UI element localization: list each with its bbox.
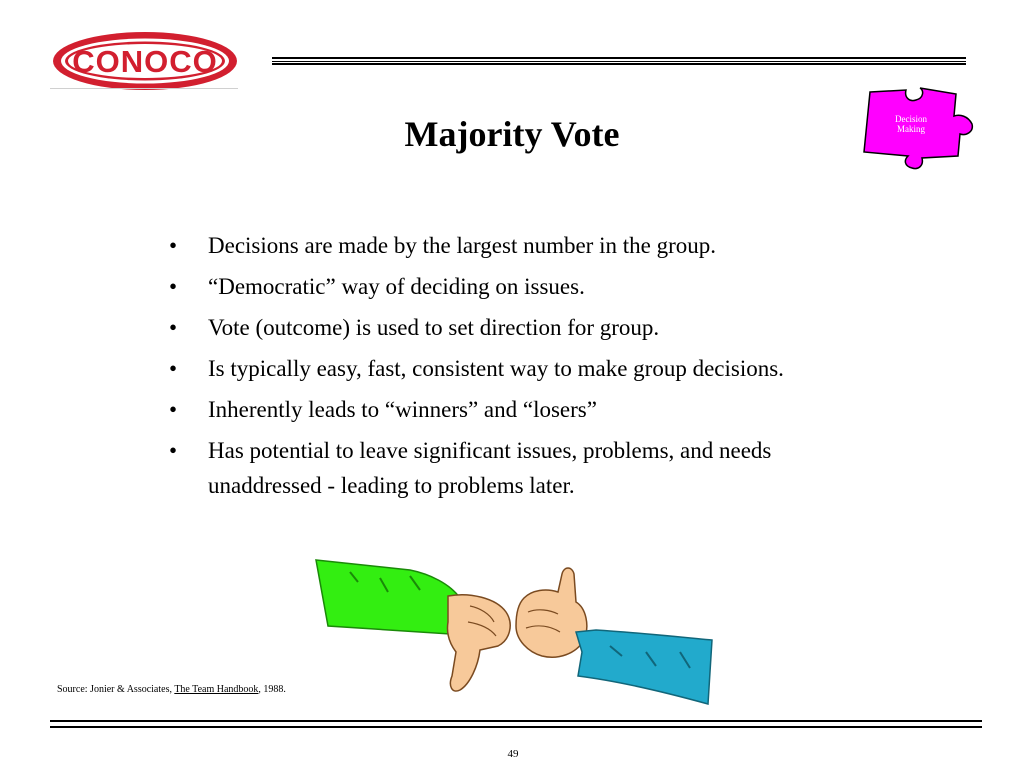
- decision-making-puzzle-badge: [856, 86, 978, 172]
- bullet-marker: •: [169, 315, 178, 340]
- bullet-text: “Democratic” way of deciding on issues.: [208, 274, 585, 299]
- bullet-text: Vote (outcome) is used to set direction for group.: [208, 315, 660, 340]
- bullet-marker: •: [169, 438, 178, 463]
- bullet-marker: •: [169, 233, 178, 258]
- slide-title: Majority Vote: [404, 114, 620, 154]
- logo-underline: [50, 88, 238, 89]
- bullet-marker: •: [169, 274, 178, 299]
- source-citation: [57, 684, 286, 695]
- list-item: [167, 228, 857, 263]
- list-item: [167, 392, 857, 427]
- badge-line2: Making: [897, 124, 925, 134]
- page-number: 49: [507, 748, 519, 760]
- conoco-logo: [50, 30, 240, 92]
- list-item: [167, 433, 857, 503]
- thumbs-up-down-illustration: [310, 556, 715, 706]
- bullet-list: [167, 228, 857, 509]
- source-prefix: Source: Jonier & Associates,: [57, 684, 175, 695]
- bullet-marker: •: [169, 356, 178, 381]
- list-item: [167, 269, 857, 304]
- bullet-text: Has potential to leave significant issues, problems, and needs unaddressed - leading to problems later.: [208, 438, 772, 498]
- logo-text: CONOCO: [72, 44, 218, 79]
- source-suffix: , 1988.: [258, 684, 286, 695]
- badge-line1: Decision: [895, 114, 927, 124]
- header-rule: [272, 57, 966, 65]
- list-item: [167, 310, 857, 345]
- footer-rule: [50, 720, 982, 728]
- source-book-title: The Team Handbook: [174, 684, 259, 695]
- bullet-text: Decisions are made by the largest number in the group.: [208, 233, 716, 258]
- bullet-text: Is typically easy, fast, consistent way to make group decisions.: [208, 356, 784, 381]
- bullet-text: Inherently leads to “winners” and “losers”: [208, 397, 597, 422]
- list-item: [167, 351, 857, 386]
- bullet-marker: •: [169, 397, 178, 422]
